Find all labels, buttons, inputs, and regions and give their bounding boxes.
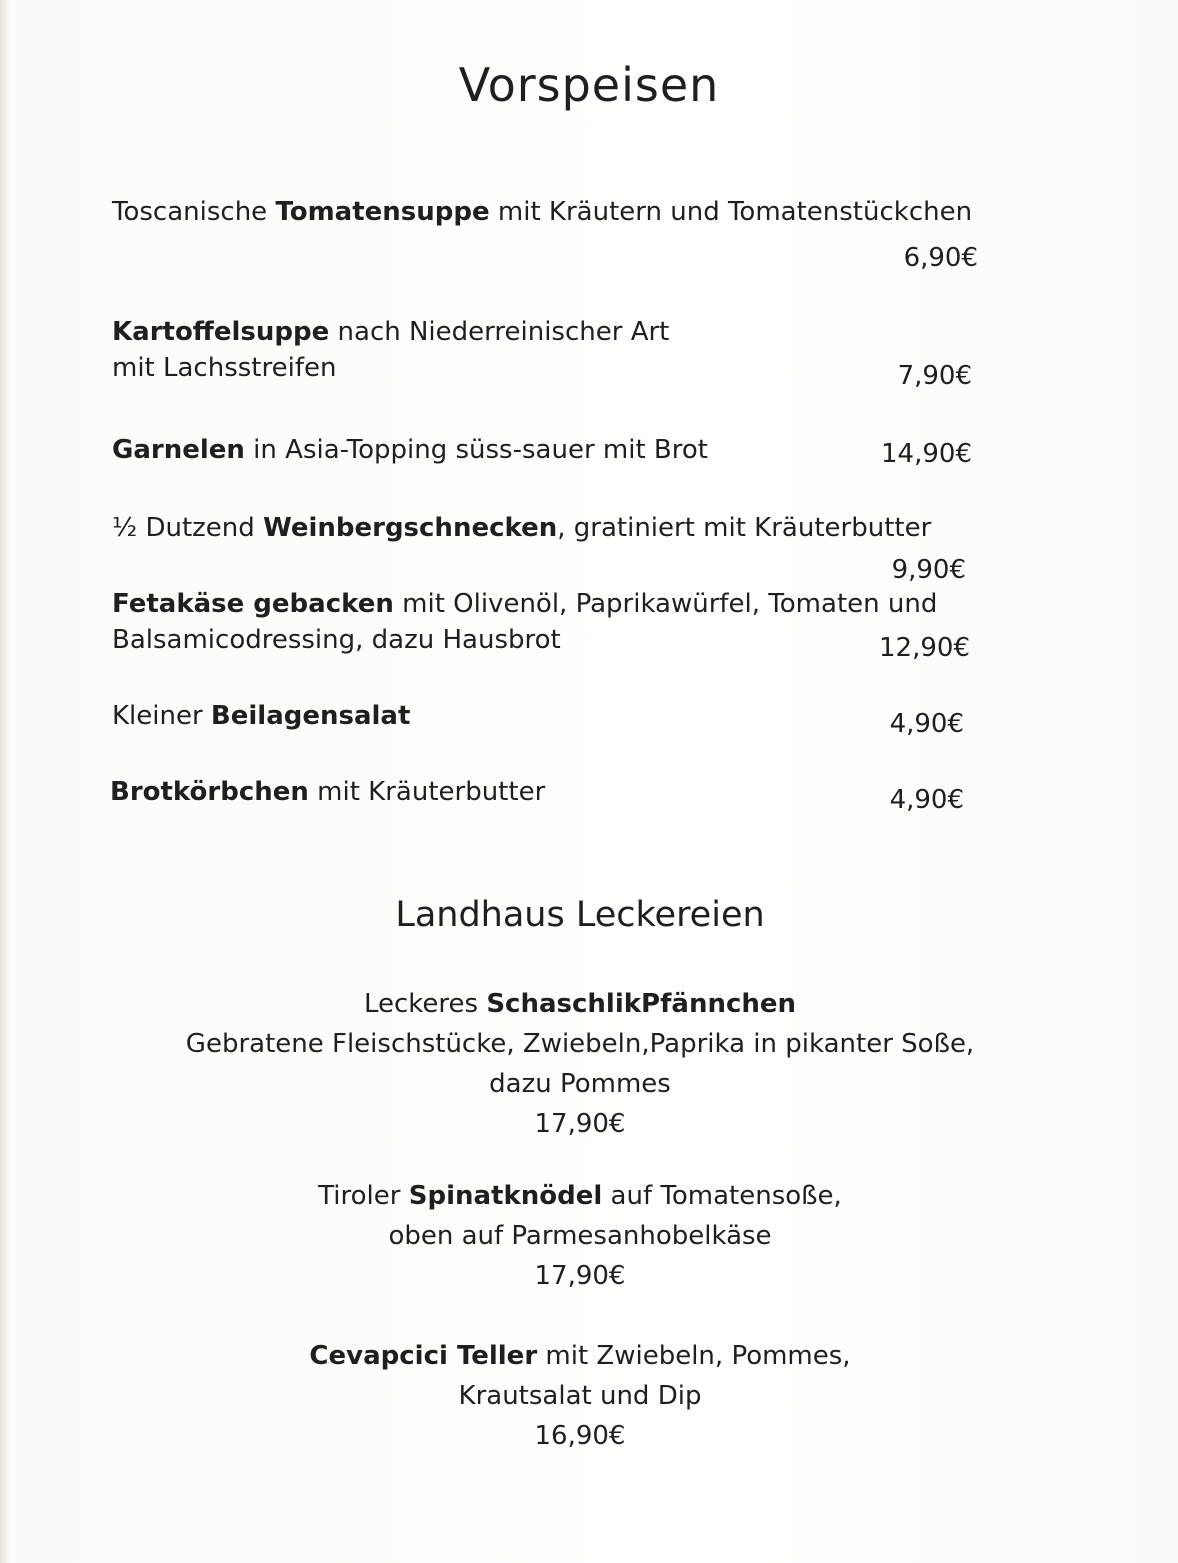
menu-item-beilagensalat: [112, 698, 410, 734]
item-price: 4,90€: [889, 709, 964, 739]
menu-item-weinbergschnecken: [112, 510, 931, 546]
item-price: 17,90€: [534, 1261, 626, 1291]
item-name: Tomatensuppe: [275, 197, 490, 227]
item-description-line2: Krautsalat und Dip: [458, 1381, 702, 1411]
item-description: nach Niederreinischer Art: [329, 317, 670, 347]
item-description: , gratiniert mit Kräuterbutter: [557, 513, 932, 543]
item-name: Brotkörbchen: [110, 777, 309, 807]
menu-item-schaschlik: [0, 984, 1160, 1144]
item-description: mit Olivenöl, Paprikawürfel, Tomaten und: [393, 589, 938, 619]
item-description: auf Tomatensoße,: [602, 1181, 842, 1211]
item-description-line2: mit Lachsstreifen: [112, 353, 337, 383]
item-prefix: ½ Dutzend: [112, 513, 264, 543]
item-price: 6,90€: [903, 243, 978, 273]
item-price: 9,90€: [891, 555, 966, 585]
item-prefix: Leckeres: [363, 989, 487, 1019]
menu-item-garnelen: [112, 432, 708, 468]
item-name: Kartoffelsuppe: [112, 317, 330, 347]
item-price: 4,90€: [889, 785, 964, 815]
item-name: Garnelen: [112, 435, 245, 465]
item-prefix: Toscanische: [112, 197, 276, 227]
menu-item-spinatknoedel: [0, 1176, 1160, 1296]
menu-item-brotkoerbchen: [110, 774, 545, 810]
item-description: mit Kräuterbutter: [308, 777, 546, 807]
menu-item-fetakaese: [112, 586, 937, 658]
item-description-line2: oben auf Parmesanhobelkäse: [388, 1221, 772, 1251]
section-title-vorspeisen: Vorspeisen: [458, 58, 720, 112]
item-description: in Asia-Topping süss-sauer mit Brot: [244, 435, 708, 465]
item-description: mit Kräutern und Tomatenstückchen: [489, 197, 973, 227]
item-description: mit Zwiebeln, Pommes,: [537, 1341, 851, 1371]
item-price: 7,90€: [897, 361, 972, 391]
item-name: SchaschlikPfännchen: [486, 989, 797, 1019]
item-description-line2: dazu Pommes: [489, 1069, 671, 1099]
item-name: Weinbergschnecken: [263, 513, 558, 543]
item-price: 12,90€: [879, 633, 970, 663]
menu-item-kartoffelsuppe: [112, 314, 669, 386]
item-prefix: Kleiner: [112, 701, 211, 731]
item-price: 17,90€: [534, 1109, 626, 1139]
item-price: 16,90€: [534, 1421, 626, 1451]
item-price: 14,90€: [881, 439, 972, 469]
item-name: Cevapcici Teller: [309, 1341, 538, 1371]
item-prefix: Tiroler: [318, 1181, 409, 1211]
item-name: Spinatknödel: [408, 1181, 603, 1211]
item-description-line2: Balsamicodressing, dazu Hausbrot: [112, 625, 561, 655]
section-title-landhaus: Landhaus Leckereien: [395, 895, 765, 935]
menu-item-tomatensuppe: [112, 194, 972, 230]
menu-item-cevapcici: [0, 1336, 1160, 1456]
item-name: Fetakäse gebacken: [112, 589, 394, 619]
item-name: Beilagensalat: [210, 701, 411, 731]
item-description: Gebratene Fleischstücke, Zwiebeln,Paprika in pikanter Soße,: [185, 1029, 975, 1059]
